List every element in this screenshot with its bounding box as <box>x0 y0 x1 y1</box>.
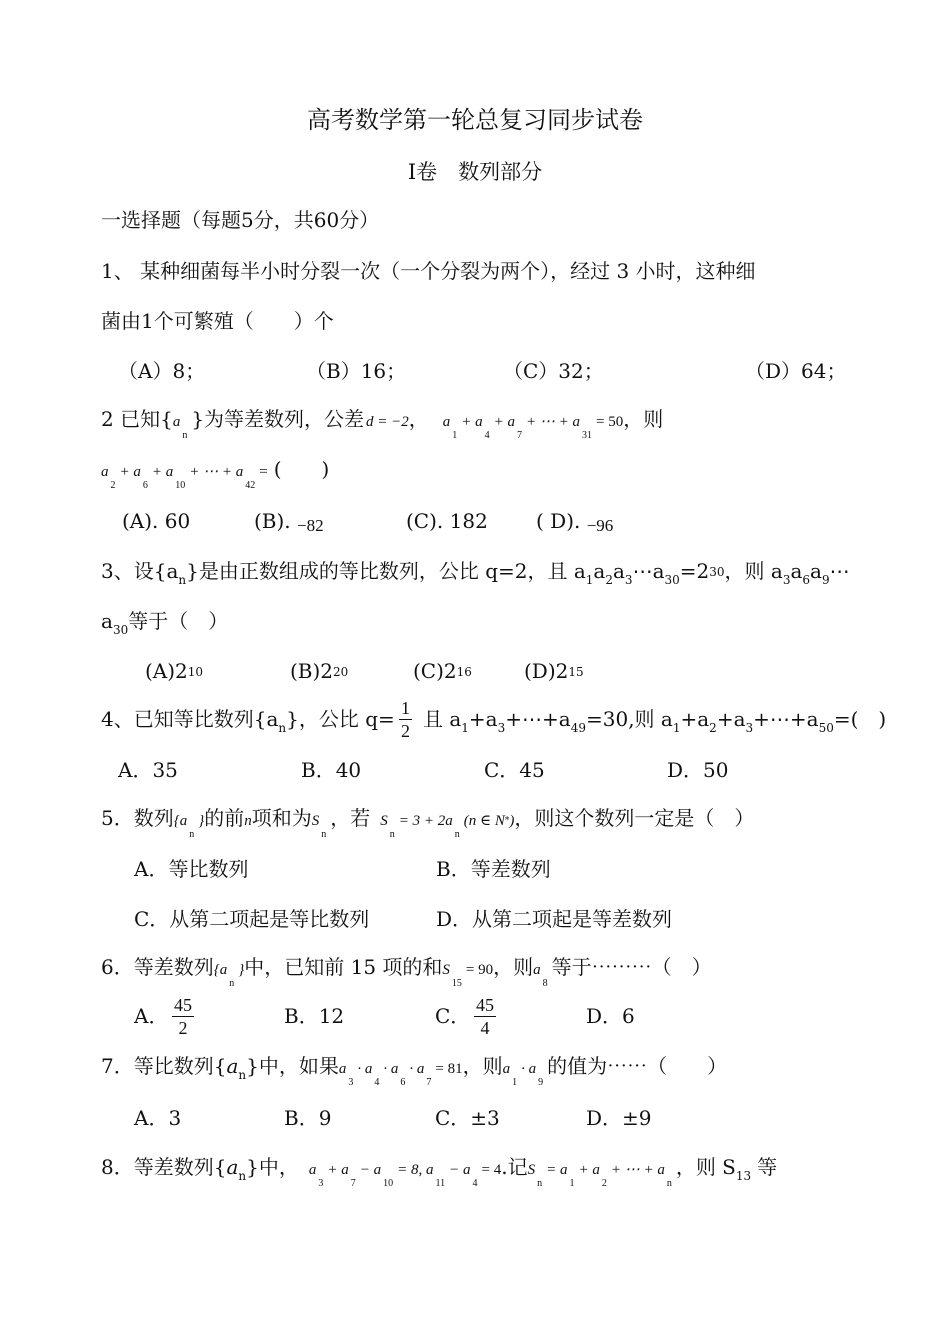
q3-option-c: (C)216 <box>413 659 472 683</box>
q6-option-d: D．6 <box>586 1004 635 1028</box>
q3-option-b: (B)220 <box>290 659 349 683</box>
q7-option-d: D．±9 <box>586 1106 652 1130</box>
q1-option-b: （B）16； <box>306 359 407 383</box>
q3-line1: 3、设$\{a_n\}$是由正数组成的等比数列，公比 q=2，且 $a_1a_2a_3\cdots a_{30}=230$，则 $a_3a_6a_9\cdots$ <box>101 559 850 587</box>
q5-option-d: D．从第二项起是等差数列 <box>436 907 673 931</box>
q6-line1: 6．等差数列$\{a_n\}$中，已知前 15 项的和$S_{15}= 90$，则$a_8$等于⋯⋯⋯（ ） <box>101 955 712 989</box>
q4-option-b: B．40 <box>301 758 362 782</box>
q4-line1-right: 且 $a_1+a_3+\cdots+a_{49}=30$,则 $a_1+a_2+a_3+\cdots+a_{50}=$( ) <box>423 707 887 735</box>
q2-option-a: (A). 60 <box>122 509 191 533</box>
q4-option-d: D．50 <box>667 758 729 782</box>
section-heading: 一选择题（每题5分，共60分） <box>101 208 380 232</box>
q6-option-c: C． <box>435 1004 471 1028</box>
q1-line1: 1、 某种细菌每半小时分裂一次（一个分裂为两个），经过 3 小时，这种细 <box>101 259 756 283</box>
q6-option-c-fraction: $\frac{45}{4}$ <box>476 995 494 1038</box>
q1-option-d: （D）64； <box>745 359 847 383</box>
q5-option-c: C．从第二项起是等比数列 <box>134 907 370 931</box>
q7-line1: 7．等比数列$\{a_n\}$中，如果$a_3\cdot a_4\cdot a_6\cdot a_7= 81$，则$a_1\cdot a_9$的值为⋯⋯（ ） <box>101 1054 728 1088</box>
q3-option-a: (A)210 <box>145 659 204 683</box>
q2-line1: 2 已知$\{a_n\}$为等差数列，公差 d = −2， $a_1+ a_4+ a_7+$ ⋯ + $a_{31}= 50$，则 <box>101 407 664 441</box>
q7-option-b: B．9 <box>284 1106 332 1130</box>
q3-option-d: (D)215 <box>524 659 584 683</box>
q5-option-b: B．等差数列 <box>436 857 551 881</box>
q1-option-a: （A）8； <box>118 359 206 383</box>
q1-option-c: （C）32； <box>503 359 604 383</box>
q4-fraction: $\frac{1}{2}$ <box>401 698 410 741</box>
q7-option-c: C．±3 <box>435 1106 500 1130</box>
q6-option-a: A． <box>134 1004 169 1028</box>
q5-line1: 5．数列$\{a_n\}$的前n项和为$S_n$，若 $S_n= 3 + 2a_n(n$ ∈ N*)，则这个数列一定是（ ） <box>101 806 755 840</box>
page-subtitle: I卷 数列部分 <box>407 160 543 184</box>
q7-option-a: A．3 <box>134 1106 182 1130</box>
q1-line2: 菌由1个可繁殖（ ）个 <box>101 309 334 333</box>
q4-option-c: C．45 <box>484 758 545 782</box>
page-title: 高考数学第一轮总复习同步试卷 <box>307 106 643 134</box>
q2-option-b: (B). −82 <box>254 509 324 535</box>
q4-line1-left: 4、已知等比数列$\{a_n\}$，公比 q= <box>101 707 395 735</box>
q6-option-b: B．12 <box>284 1004 345 1028</box>
q6-option-a-fraction: $\frac{45}{2}$ <box>174 995 192 1038</box>
q2-option-d: ( D). −96 <box>536 509 614 535</box>
q5-option-a: A．等比数列 <box>134 857 249 881</box>
q2-line2: $a_2+ a_6+ a_{10}+$ ⋯ + $a_{42}=$ ( ) <box>101 457 330 491</box>
q2-option-c: (C). 182 <box>406 509 488 533</box>
q3-line2: $a_{30}$等于（ ） <box>101 609 229 637</box>
q4-option-a: A．35 <box>118 758 178 782</box>
q8-line1: 8．等差数列$\{a_n\}$中， $a_3+ a_7- a_{10}= 8$, $a_{11}- a_4= 4$.记$S_n= a_1+ a_2+$ ⋯ + $a_n$，则 $S_{13}$ 等 <box>101 1155 778 1189</box>
